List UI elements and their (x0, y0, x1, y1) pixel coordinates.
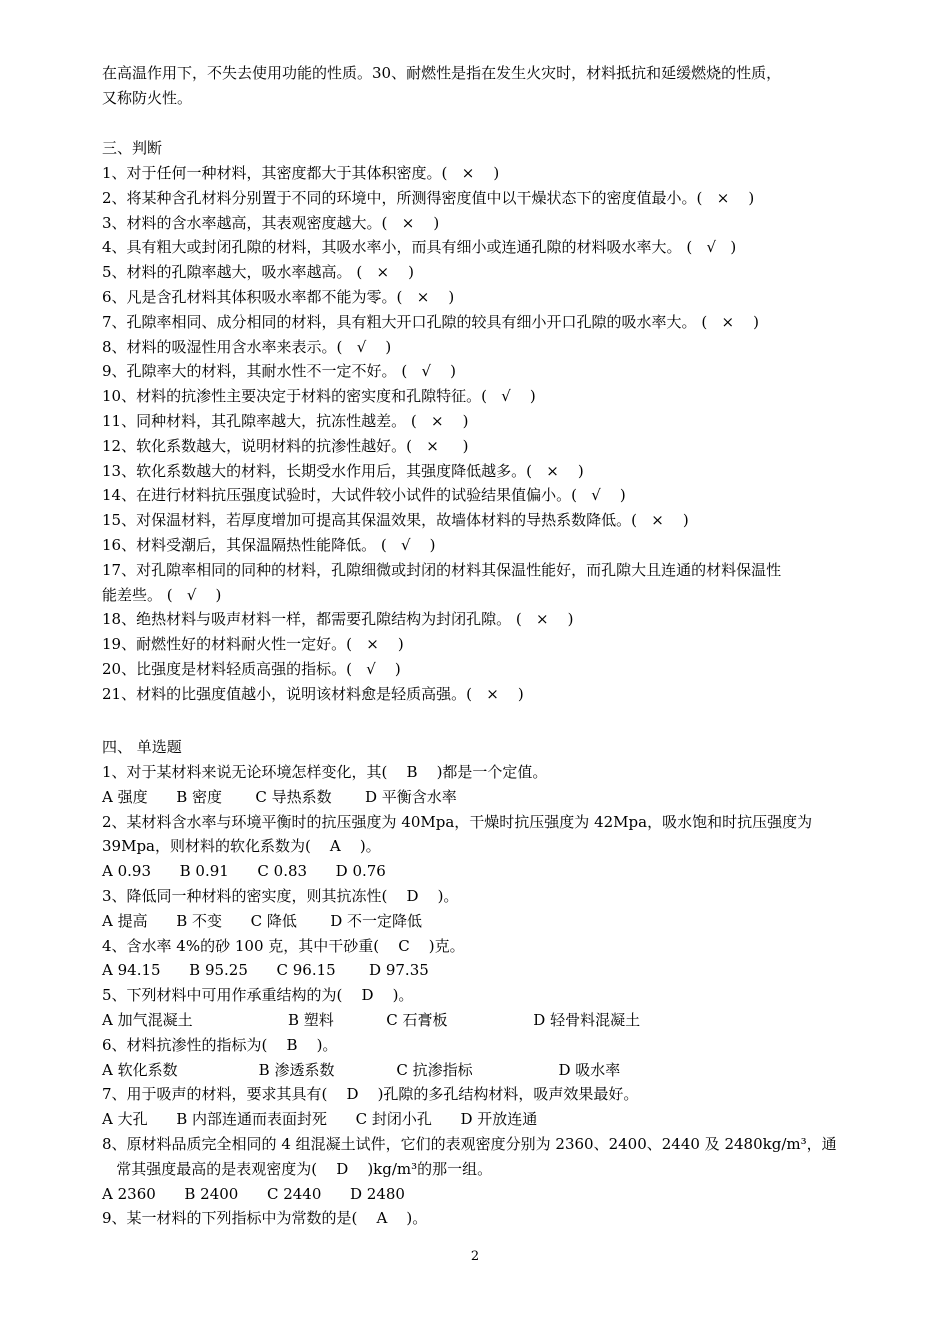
judgment-item: 10、材料的抗渗性主要决定于材料的密实度和孔隙特征。( √ ) (102, 387, 536, 406)
choice-item: 9、某一材料的下列指标中为常数的是( A )。 (102, 1209, 428, 1228)
judgment-item: 15、对保温材料，若厚度增加可提高其保温效果，故墙体材料的导热系数降低。( × ) (102, 511, 689, 530)
judgment-item: 3、材料的含水率越高，其表观密度越大。( × ) (102, 213, 440, 232)
judgment-item: 21、材料的比强度值越小，说明该材料愈是轻质高强。( × ) (102, 684, 524, 703)
judgment-item: 20、比强度是材料轻质高强的指标。( √ ) (102, 660, 401, 678)
choice-item: 1、对于某材料来说无论环境怎样变化，其( B )都是一个定值。 (102, 763, 548, 781)
intro-line: 又称防火性。 (102, 89, 193, 107)
judgment-item: 2、将某种含孔材料分别置于不同的环境中，所测得密度值中以干燥状态下的密度值最小。( × ) (102, 188, 755, 207)
judgment-item: 7、孔隙率相同、成分相同的材料，具有粗大开口孔隙的较具有细小开口孔隙的吸水率大。 ( × ) (102, 312, 759, 331)
choice-item: A 加气混凝土 B 塑料 C 石膏板 D 轻骨料混凝土 (102, 1011, 641, 1029)
choice-item: A 强度 B 密度 C 导热系数 D 平衡含水率 (102, 787, 457, 806)
judgment-item: 能差些。 ( √ ) (102, 585, 222, 604)
section-heading: 四、 单选题 (102, 738, 182, 756)
judgment-item: 13、软化系数越大的材料，长期受水作用后，其强度降低越多。( × ) (102, 461, 584, 480)
choice-item: A 2360 B 2400 C 2440 D 2480 (102, 1184, 405, 1203)
choice-item: 常其强度最高的是表观密度为( D )kg/m³的那一组。 (102, 1159, 493, 1178)
intro-line: 在高温作用下，不失去使用功能的性质。30、耐燃性是指在发生火灾时，材料抵抗和延缓燃烧的性质， (102, 64, 782, 82)
choice-item: 39Mpa，则材料的软化系数为( A )。 (102, 837, 381, 856)
judgment-item: 1、对于任何一种材料，其密度都大于其体积密度。( × ) (102, 164, 500, 182)
judgment-item: 16、材料受潮后，其保温隔热性能降低。 ( √ ) (102, 536, 436, 554)
choice-item: A 提高 B 不变 C 降低 D 不一定降低 (102, 911, 423, 930)
choice-item: 4、含水率 4%的砂 100 克，其中干砂重( C )克。 (102, 936, 465, 955)
judgment-item: 4、具有粗大或封闭孔隙的材料，其吸水率小，而具有细小或连通孔隙的材料吸水率大。 ( √ ) (102, 238, 737, 257)
judgment-item: 12、软化系数越大，说明材料的抗渗性越好。( × ) (102, 436, 469, 455)
choice-item: A 94.15 B 95.25 C 96.15 D 97.35 (102, 961, 429, 980)
choice-item: A 大孔 B 内部连通而表面封死 C 封闭小孔 D 开放连通 (102, 1110, 538, 1129)
judgment-item: 18、绝热材料与吸声材料一样，都需要孔隙结构为封闭孔隙。 ( × ) (102, 610, 574, 629)
section-heading: 三、判断 (102, 139, 163, 157)
choice-item: 7、用于吸声的材料，要求其具有( D )孔隙的多孔结构材料，吸声效果最好。 (102, 1085, 639, 1104)
choice-item: 3、降低同一种材料的密实度，则其抗冻性( D )。 (102, 887, 459, 905)
choice-item: 8、原材料品质完全相同的 4 组混凝土试件，它们的表观密度分别为 2360、2400、2440 及 2480kg/m³，通 (102, 1135, 837, 1153)
choice-item: 5、下列材料中可用作承重结构的为( D )。 (102, 986, 414, 1005)
judgment-item: 5、材料的孔隙率越大，吸水率越高。 ( × ) (102, 263, 414, 282)
judgment-item: 14、在进行材料抗压强度试验时，大试件较小试件的试验结果值偏小。( √ ) (102, 486, 626, 505)
judgment-item: 9、孔隙率大的材料，其耐水性不一定不好。 ( √ ) (102, 362, 456, 381)
judgment-item: 17、对孔隙率相同的同种的材料，孔隙细微或封闭的材料其保温性能好，而孔隙大且连通的材料保温性 (102, 560, 782, 579)
judgment-item: 11、同种材料，其孔隙率越大，抗冻性越差。 ( × ) (102, 412, 469, 430)
page-number: 2 (470, 1249, 480, 1264)
choice-item: 2、某材料含水率与环境平衡时的抗压强度为 40Mpa，干燥时抗压强度为 42Mpa，吸水饱和时抗压强度为 (102, 812, 813, 831)
judgment-item: 6、凡是含孔材料其体积吸水率都不能为零。( × ) (102, 288, 455, 306)
judgment-item: 19、耐燃性好的材料耐火性一定好。( × ) (102, 635, 404, 654)
choice-item: A 0.93 B 0.91 C 0.83 D 0.76 (102, 862, 386, 881)
choice-item: A 软化系数 B 渗透系数 C 抗渗指标 D 吸水率 (102, 1060, 621, 1079)
choice-item: 6、材料抗渗性的指标为( B )。 (102, 1035, 338, 1054)
judgment-item: 8、材料的吸湿性用含水率来表示。( √ ) (102, 337, 392, 356)
